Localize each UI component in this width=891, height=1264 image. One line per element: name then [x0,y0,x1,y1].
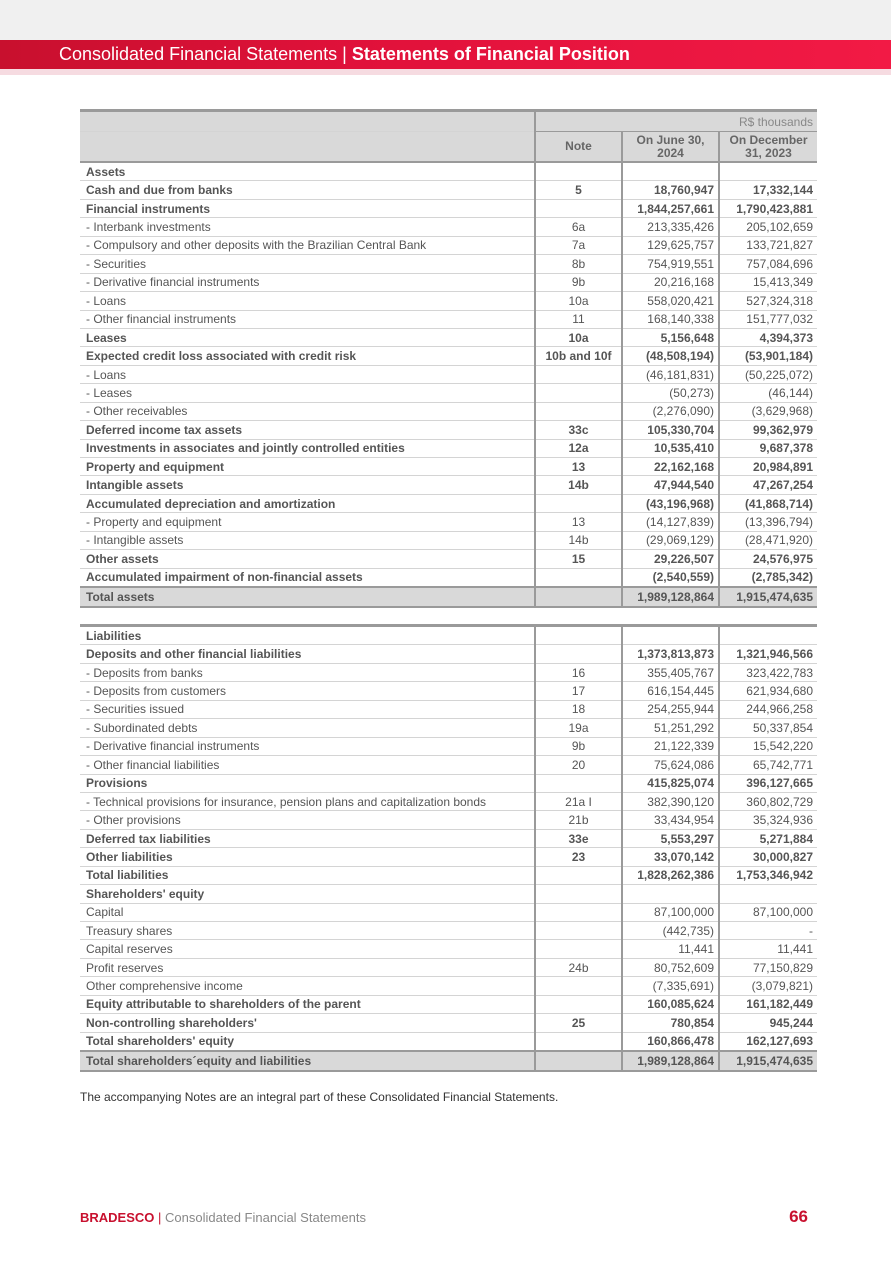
row-note: 13 [535,513,622,531]
row-value-2024: 1,373,813,873 [622,645,719,663]
row-label: Expected credit loss associated with credit risk [80,347,535,365]
row-note [535,162,622,181]
table-row [80,626,817,645]
row-label: - Loans [80,292,535,310]
row-value-2024: 355,405,767 [622,663,719,681]
row-note: 21b [535,811,622,829]
row-value-2023: 205,102,659 [719,218,817,236]
row-note: 8b [535,255,622,273]
table-row [80,756,817,774]
row-note [535,1051,622,1070]
header-section: Consolidated Financial Statements [59,44,338,64]
liabilities-rows [80,626,817,1071]
table-row [80,421,817,439]
row-note: 18 [535,700,622,718]
row-value-2023: (2,785,342) [719,568,817,587]
row-note: 5 [535,181,622,199]
row-value-2023: 77,150,829 [719,958,817,976]
assets-rows [80,162,817,607]
row-value-2023: (13,396,794) [719,513,817,531]
row-note: 21a I [535,792,622,810]
row-value-2023: (3,079,821) [719,977,817,995]
row-note: 16 [535,663,622,681]
row-label: Other liabilities [80,848,535,866]
row-label: Accumulated impairment of non-financial assets [80,568,535,587]
page-header [59,40,630,69]
total-row [80,1051,817,1070]
table-row [80,700,817,718]
table-row [80,181,817,199]
row-value-2024: 754,919,551 [622,255,719,273]
row-label: Deposits and other financial liabilities [80,645,535,663]
table-row [80,347,817,365]
row-value-2023: 244,966,258 [719,700,817,718]
table-row [80,885,817,903]
assets-table [80,109,817,608]
row-note: 7a [535,236,622,254]
row-value-2023: 30,000,827 [719,848,817,866]
table-row [80,1032,817,1051]
row-value-2024 [622,626,719,645]
row-note: 14b [535,476,622,494]
row-label: Non-controlling shareholders' [80,1014,535,1032]
row-label: Total shareholders' equity [80,1032,535,1051]
row-value-2023: 757,084,696 [719,255,817,273]
row-value-2024: 213,335,426 [622,218,719,236]
table-row [80,977,817,995]
row-label: Cash and due from banks [80,181,535,199]
row-value-2023: 1,321,946,566 [719,645,817,663]
row-value-2024: 105,330,704 [622,421,719,439]
row-note: 17 [535,682,622,700]
table-row [80,494,817,512]
date2-column-header: On December 31, 2023 [719,132,817,163]
row-value-2024 [622,885,719,903]
row-value-2023: (50,225,072) [719,365,817,383]
row-value-2023: 396,127,665 [719,774,817,792]
row-note: 9b [535,273,622,291]
table-row [80,273,817,291]
row-note [535,977,622,995]
footnote: The accompanying Notes are an integral part of these Consolidated Financial Statements. [80,1090,559,1104]
row-label: - Loans [80,365,535,383]
row-note: 9b [535,737,622,755]
row-value-2024: (14,127,839) [622,513,719,531]
row-value-2024: (48,508,194) [622,347,719,365]
header-blank [80,111,535,132]
row-label: Provisions [80,774,535,792]
row-label: Assets [80,162,535,181]
row-value-2024: 415,825,074 [622,774,719,792]
row-label: Other assets [80,550,535,568]
table-row [80,848,817,866]
table-row [80,255,817,273]
table-row [80,958,817,976]
row-value-2024: 18,760,947 [622,181,719,199]
row-value-2024: 22,162,168 [622,458,719,476]
row-note [535,922,622,940]
row-label: - Intangible assets [80,531,535,549]
row-value-2024: 11,441 [622,940,719,958]
row-value-2024: 5,156,648 [622,328,719,346]
table-row [80,513,817,531]
row-value-2024: (2,540,559) [622,568,719,587]
row-label: - Other provisions [80,811,535,829]
page-footer [80,1210,366,1225]
table-row [80,774,817,792]
footer-separator: | [158,1210,162,1225]
table-row [80,310,817,328]
row-value-2024: 10,535,410 [622,439,719,457]
row-label: - Derivative financial instruments [80,273,535,291]
row-value-2024: 51,251,292 [622,719,719,737]
row-value-2023: (46,144) [719,384,817,402]
row-note [535,402,622,420]
table-row [80,292,817,310]
header-blank [80,132,535,163]
row-note: 25 [535,1014,622,1032]
row-label: Capital [80,903,535,921]
row-value-2024: 21,122,339 [622,737,719,755]
row-value-2024: 87,100,000 [622,903,719,921]
row-value-2023: 15,542,220 [719,737,817,755]
row-value-2023: 87,100,000 [719,903,817,921]
row-note [535,626,622,645]
row-value-2023 [719,885,817,903]
table-row [80,218,817,236]
row-value-2023: 5,271,884 [719,829,817,847]
row-label: Leases [80,328,535,346]
table-row [80,199,817,217]
row-value-2023: 162,127,693 [719,1032,817,1051]
row-value-2024: 75,624,086 [622,756,719,774]
row-value-2024: (50,273) [622,384,719,402]
row-value-2024: 1,828,262,386 [622,866,719,884]
row-label: Total assets [80,587,535,606]
row-value-2024: 168,140,338 [622,310,719,328]
table-row [80,402,817,420]
row-value-2024 [622,162,719,181]
row-label: - Securities issued [80,700,535,718]
table-row [80,792,817,810]
row-label: Property and equipment [80,458,535,476]
table-row [80,328,817,346]
row-value-2023: 50,337,854 [719,719,817,737]
row-value-2023: 621,934,680 [719,682,817,700]
row-value-2024: 160,866,478 [622,1032,719,1051]
row-label: Deferred tax liabilities [80,829,535,847]
row-note: 10b and 10f [535,347,622,365]
row-note [535,494,622,512]
table-row [80,940,817,958]
row-label: - Leases [80,384,535,402]
row-label: Investments in associates and jointly controlled entities [80,439,535,457]
table-row [80,476,817,494]
row-note: 14b [535,531,622,549]
row-value-2023: (53,901,184) [719,347,817,365]
row-value-2024: (442,735) [622,922,719,940]
date1-column-header: On June 30, 2024 [622,132,719,163]
row-label: - Technical provisions for insurance, pension plans and capitalization bonds [80,792,535,810]
table-row [80,568,817,587]
footer-brand: BRADESCO [80,1210,155,1225]
row-note: 6a [535,218,622,236]
row-value-2023 [719,162,817,181]
row-label: - Deposits from banks [80,663,535,681]
row-value-2024: 33,434,954 [622,811,719,829]
table-row [80,458,817,476]
row-value-2023: 945,244 [719,1014,817,1032]
row-value-2023: 133,721,827 [719,236,817,254]
row-note: 15 [535,550,622,568]
table-row [80,719,817,737]
row-value-2023: (3,629,968) [719,402,817,420]
header-banner-shadow [0,69,891,75]
row-label: - Deposits from customers [80,682,535,700]
row-note: 20 [535,756,622,774]
row-label: - Securities [80,255,535,273]
row-label: Equity attributable to shareholders of the parent [80,995,535,1013]
row-value-2024: 780,854 [622,1014,719,1032]
row-label: Financial instruments [80,199,535,217]
row-note: 33c [535,421,622,439]
row-value-2024: 5,553,297 [622,829,719,847]
table-row [80,663,817,681]
row-label: - Property and equipment [80,513,535,531]
row-label: - Subordinated debts [80,719,535,737]
row-note [535,866,622,884]
row-value-2023: 17,332,144 [719,181,817,199]
row-note [535,995,622,1013]
table-row [80,384,817,402]
row-value-2024: 616,154,445 [622,682,719,700]
row-label: - Other financial instruments [80,310,535,328]
row-value-2024: (46,181,831) [622,365,719,383]
row-label: Deferred income tax assets [80,421,535,439]
row-value-2023: 527,324,318 [719,292,817,310]
row-note [535,384,622,402]
footer-document: Consolidated Financial Statements [165,1210,366,1225]
row-value-2024: 80,752,609 [622,958,719,976]
row-note [535,1032,622,1051]
row-note [535,885,622,903]
row-value-2023: 9,687,378 [719,439,817,457]
table-row [80,995,817,1013]
row-value-2023: 1,790,423,881 [719,199,817,217]
row-label: Total liabilities [80,866,535,884]
row-value-2024: (43,196,968) [622,494,719,512]
row-note: 12a [535,439,622,457]
row-note [535,645,622,663]
row-note: 23 [535,848,622,866]
row-note [535,940,622,958]
table-row [80,531,817,549]
row-value-2023: - [719,922,817,940]
page-number: 66 [789,1207,808,1226]
row-value-2024: 254,255,944 [622,700,719,718]
row-label: - Interbank investments [80,218,535,236]
row-value-2024: 1,989,128,864 [622,587,719,606]
row-note [535,587,622,606]
table-row [80,829,817,847]
row-value-2024: (29,069,129) [622,531,719,549]
row-value-2024: (2,276,090) [622,402,719,420]
table-row [80,866,817,884]
row-value-2023: 15,413,349 [719,273,817,291]
row-label: - Derivative financial instruments [80,737,535,755]
row-note [535,903,622,921]
row-label: Total shareholders´equity and liabilities [80,1051,535,1070]
row-value-2024: 20,216,168 [622,273,719,291]
row-note [535,774,622,792]
row-note [535,199,622,217]
row-note: 24b [535,958,622,976]
row-note: 33e [535,829,622,847]
row-note: 10a [535,292,622,310]
row-value-2024: 1,844,257,661 [622,199,719,217]
row-value-2023: 99,362,979 [719,421,817,439]
row-value-2024: 558,020,421 [622,292,719,310]
row-label: Capital reserves [80,940,535,958]
row-value-2023: 11,441 [719,940,817,958]
total-row [80,587,817,606]
row-label: Intangible assets [80,476,535,494]
row-value-2023: 161,182,449 [719,995,817,1013]
row-note: 19a [535,719,622,737]
row-value-2024: 33,070,142 [622,848,719,866]
row-value-2023: 1,915,474,635 [719,587,817,606]
page-title: Statements of Financial Position [351,44,630,64]
row-label: - Compulsory and other deposits with the Brazilian Central Bank [80,236,535,254]
table-row [80,1014,817,1032]
table-row [80,811,817,829]
row-value-2023: 151,777,032 [719,310,817,328]
unit-row [80,111,817,132]
table-row [80,439,817,457]
unit-label: R$ thousands [535,111,817,132]
table-row [80,682,817,700]
row-value-2024: 382,390,120 [622,792,719,810]
row-note: 13 [535,458,622,476]
row-label: - Other receivables [80,402,535,420]
row-value-2024: 1,989,128,864 [622,1051,719,1070]
row-label: - Other financial liabilities [80,756,535,774]
row-label: Other comprehensive income [80,977,535,995]
row-value-2024: 29,226,507 [622,550,719,568]
row-note: 11 [535,310,622,328]
note-column-header: Note [535,132,622,163]
row-value-2024: (7,335,691) [622,977,719,995]
row-value-2023: 65,742,771 [719,756,817,774]
column-header-row [80,132,817,163]
row-value-2024: 47,944,540 [622,476,719,494]
row-value-2023: 24,576,975 [719,550,817,568]
row-value-2023: 323,422,783 [719,663,817,681]
row-value-2023: 4,394,373 [719,328,817,346]
row-label: Shareholders' equity [80,885,535,903]
table-row [80,645,817,663]
row-value-2023: 1,915,474,635 [719,1051,817,1070]
liabilities-table [80,624,817,1072]
row-label: Accumulated depreciation and amortization [80,494,535,512]
table-row [80,903,817,921]
row-value-2023: (28,471,920) [719,531,817,549]
row-label: Treasury shares [80,922,535,940]
row-value-2023: 360,802,729 [719,792,817,810]
row-value-2023: 1,753,346,942 [719,866,817,884]
table-row [80,737,817,755]
row-note [535,365,622,383]
row-note: 10a [535,328,622,346]
row-note [535,568,622,587]
table-row [80,236,817,254]
row-value-2024: 129,625,757 [622,236,719,254]
header-separator: | [342,44,347,64]
table-row [80,365,817,383]
table-row [80,550,817,568]
row-value-2023: 20,984,891 [719,458,817,476]
top-margin [0,0,891,40]
row-value-2023: (41,868,714) [719,494,817,512]
table-row [80,162,817,181]
row-value-2023 [719,626,817,645]
table-row [80,922,817,940]
row-label: Profit reserves [80,958,535,976]
row-value-2023: 47,267,254 [719,476,817,494]
row-value-2024: 160,085,624 [622,995,719,1013]
row-label: Liabilities [80,626,535,645]
row-value-2023: 35,324,936 [719,811,817,829]
